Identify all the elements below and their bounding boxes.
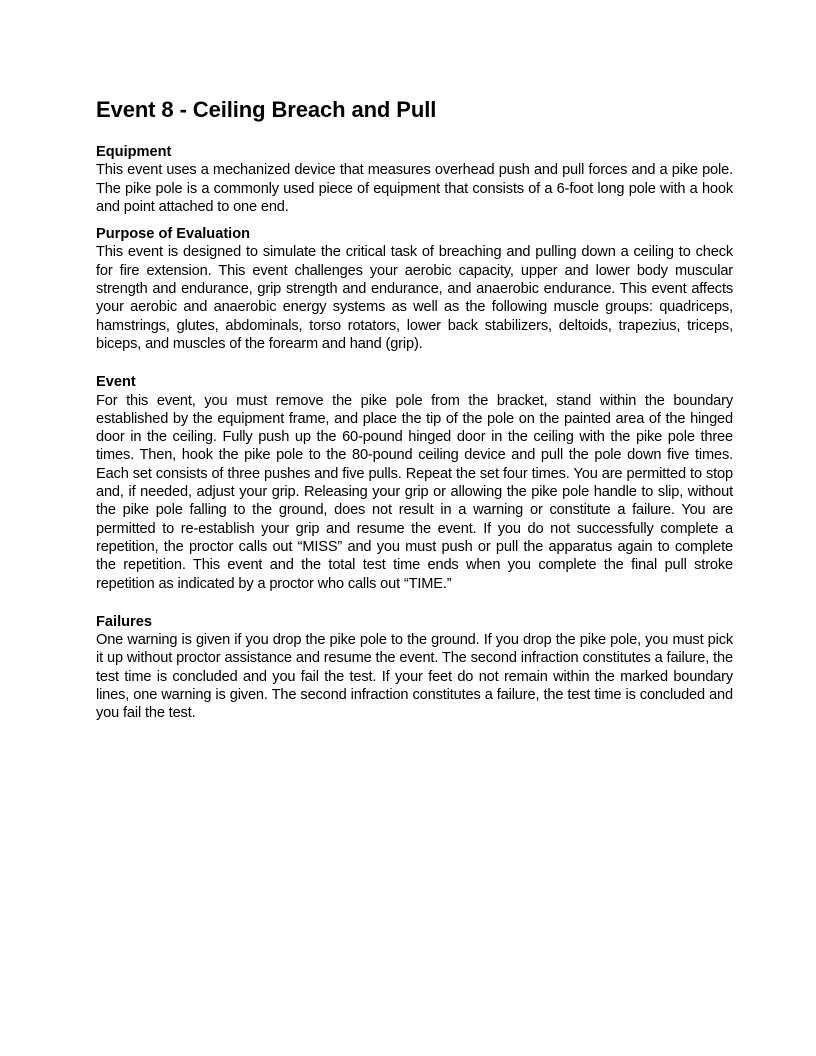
section-body: This event uses a mechanized device that measures overhead push and pull forces and a pike pole. The pike pole is a commonly used piece of equipment that consists of a 6-foot long pole with a hook and point attached to one end. xyxy=(96,162,733,215)
section-failures xyxy=(96,613,733,723)
section-body: For this event, you must remove the pike pole from the bracket, stand within the boundary established by the equipment frame, and place the tip of the pole on the painted area of the hinged door in the ceiling. Fully push up the 60-pound hinged door in the ceiling with the pike pole three times. Then, hook the pike pole to the 80-pound ceiling device and pull the pole down five times. Each set consists of three pushes and five pulls. Repeat the set four times. You are permitted to stop and, if needed, adjust your grip. Releasing your grip or allowing the pike pole handle to slip, without the pike pole falling to the ground, does not result in a warning or constitute a failure. You are permitted to re-establish your grip and resume the event. If you do not successfully complete a repetition, the proctor calls out “MISS” and you must push or pull the apparatus again to complete the repetition. This event and the total test time ends when you complete the final pull stroke repetition as indicated by a proctor who calls out “TIME.” xyxy=(96,392,733,592)
section-purpose-of-evaluation xyxy=(96,225,733,353)
section-body: One warning is given if you drop the pike pole to the ground. If you drop the pike pole, you must pick it up without proctor assistance and resume the event. The second infraction constitutes a failure, the test time is concluded and you fail the test. If your feet do not remain within the marked boundary lines, one warning is given. The second infraction constitutes a failure, the test time is concluded and you fail the test. xyxy=(96,632,733,722)
page-title: Event 8 - Ceiling Breach and Pull xyxy=(96,97,437,122)
section-heading: Failures xyxy=(96,613,152,630)
section-heading: Equipment xyxy=(96,144,172,160)
section-event xyxy=(96,373,733,593)
section-body: This event is designed to simulate the critical task of breaching and pulling down a ceiling to check for fire extension. This event challenges your aerobic capacity, upper and lower body muscular strength and endurance, grip strength and endurance, and anaerobic endurance. This event affects your aerobic and anaerobic energy systems as well as the following muscle groups: quadriceps, hamstrings, glutes, abdominals, torso rotators, lower back stabilizers, deltoids, trapezius, triceps, biceps, and muscles of the forearm and hand (grip). xyxy=(96,244,733,352)
section-equipment xyxy=(96,143,733,216)
section-heading: Purpose of Evaluation xyxy=(96,226,251,243)
section-heading: Event xyxy=(96,374,136,391)
document-page xyxy=(96,96,733,723)
